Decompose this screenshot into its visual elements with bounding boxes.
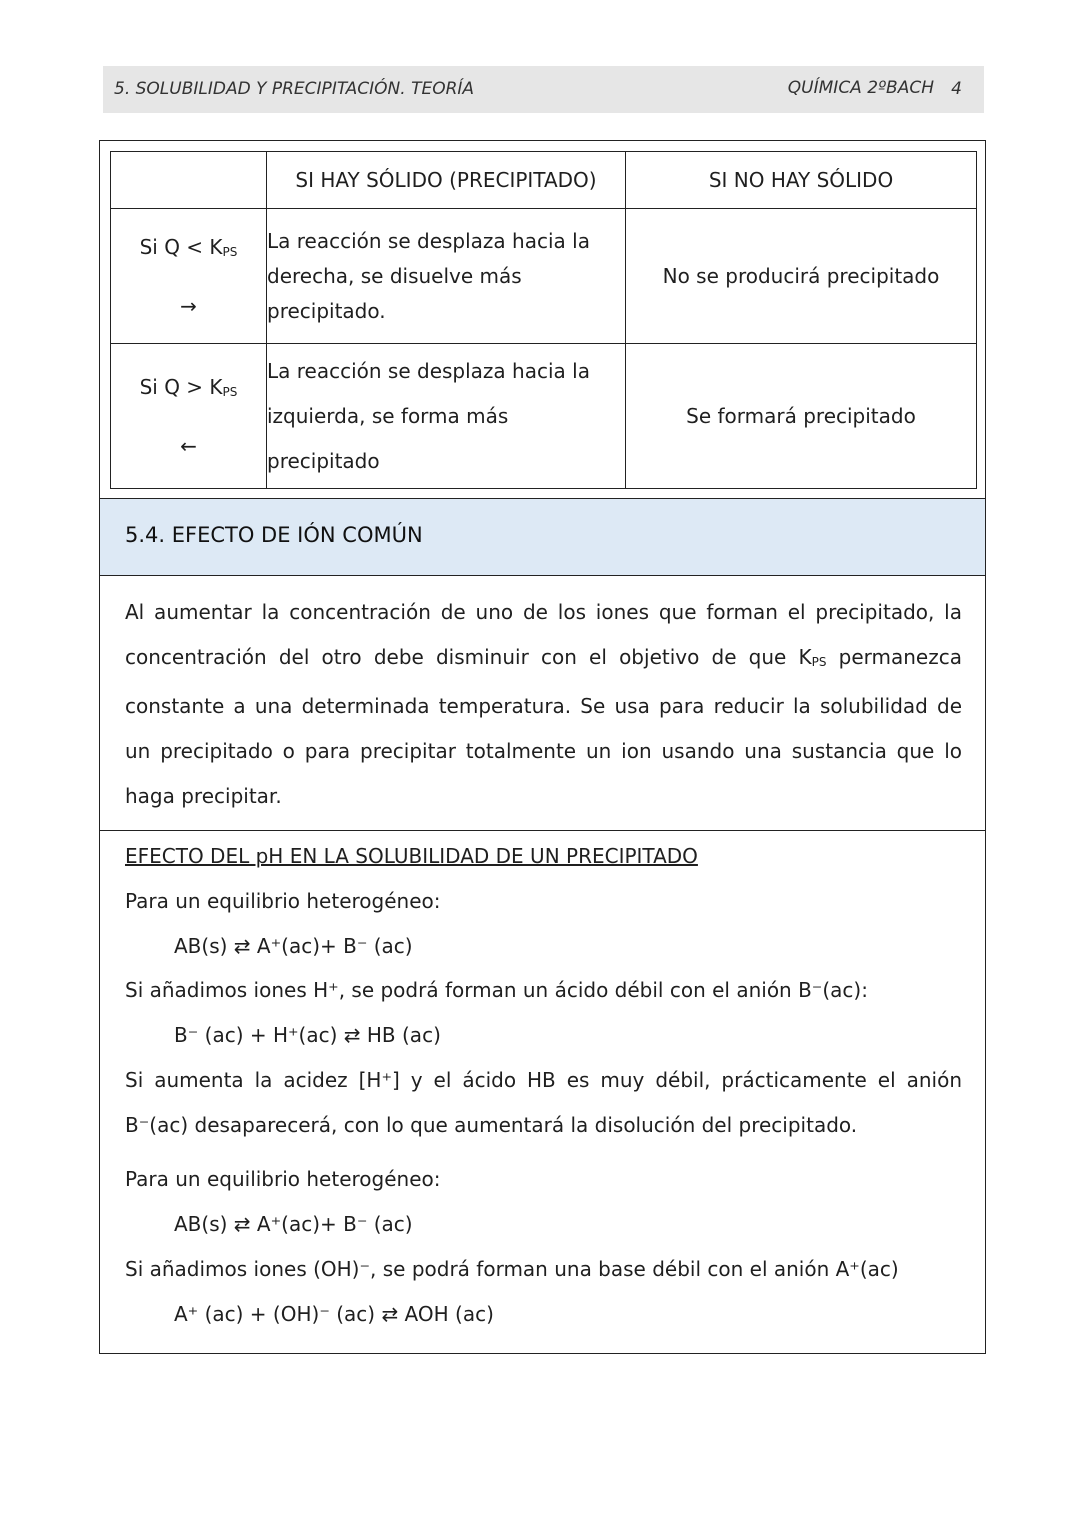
no-solid-result: No se producirá precipitado [626,209,977,344]
solid-description: La reacción se desplaza hacia la izquierda, se forma más precipitado [267,344,626,489]
common-ion-heading: 5.4. EFECTO DE IÓN COMÚN [125,523,423,547]
table-row [111,209,977,344]
right-arrow-icon: → [180,293,197,318]
section-heading-band [100,498,985,576]
condition-text: Si Q < K [139,234,223,259]
intro-line: Para un equilibrio heterogéneo: [125,1167,441,1191]
header-subject: QUÍMICA 2ºBACH [787,78,934,98]
acid-line: Si añadimos iones H⁺, se podrá forman un ácido débil con el anión B⁻(ac): [125,978,868,1002]
no-solid-result: Se formará precipitado [626,344,977,489]
equation: AB(s) ⇄ A⁺(ac)+ B⁻ (ac) [174,934,413,958]
kps-subscript: PS [222,244,238,259]
kps-subscript: PS [222,384,238,399]
base-line: Si añadimos iones (OH)⁻, se podrá forman una base débil con el anión A⁺(ac) [125,1257,899,1281]
header-no-solid: SI NO HAY SÓLIDO [626,152,977,209]
solid-description: La reacción se desplaza hacia la derecha, se disuelve más precipitado. [267,209,626,344]
common-ion-text-a: Al aumentar la concentración de uno de los iones que forman el precipitado, la concentración del otro debe disminuir con el objetivo de que K [125,600,962,669]
kps-comparison-table [110,151,977,489]
equation: AB(s) ⇄ A⁺(ac)+ B⁻ (ac) [174,1212,413,1236]
equation: B⁻ (ac) + H⁺(ac) ⇄ HB (ac) [174,1023,441,1047]
kps-subscript: PS [811,654,827,669]
header-title: 5. SOLUBILIDAD Y PRECIPITACIÓN. TEORÍA [114,79,475,99]
acid-paragraph: Si aumenta la acidez [H⁺] y el ácido HB es muy débil, prácticamente el anión B⁻(ac) desaparecerá, con lo que aumentará la disolución del precipitado. [125,1068,962,1137]
section-divider [100,830,985,831]
left-arrow-icon: ← [180,433,197,458]
page-number: 4 [951,79,962,99]
table-header-row [111,152,977,209]
condition-cell [111,344,267,489]
condition-text: Si Q > K [139,374,223,399]
header-solid: SI HAY SÓLIDO (PRECIPITADO) [267,152,626,209]
equation: A⁺ (ac) + (OH)⁻ (ac) ⇄ AOH (ac) [174,1302,494,1326]
ph-effect-heading: EFECTO DEL pH EN LA SOLUBILIDAD DE UN PRECIPITADO [125,844,698,868]
condition-cell [111,209,267,344]
table-corner-cell [111,152,267,209]
table-row [111,344,977,489]
intro-line: Para un equilibrio heterogéneo: [125,889,441,913]
page-header [103,66,984,113]
common-ion-paragraph [125,590,962,819]
common-ion-text-b: permanezca constante a una determinada temperatura. Se usa para reducir la solubilidad de un precipitado o para precipitar totalmente un ion usando una sustancia que lo haga precipitar. [125,644,962,808]
